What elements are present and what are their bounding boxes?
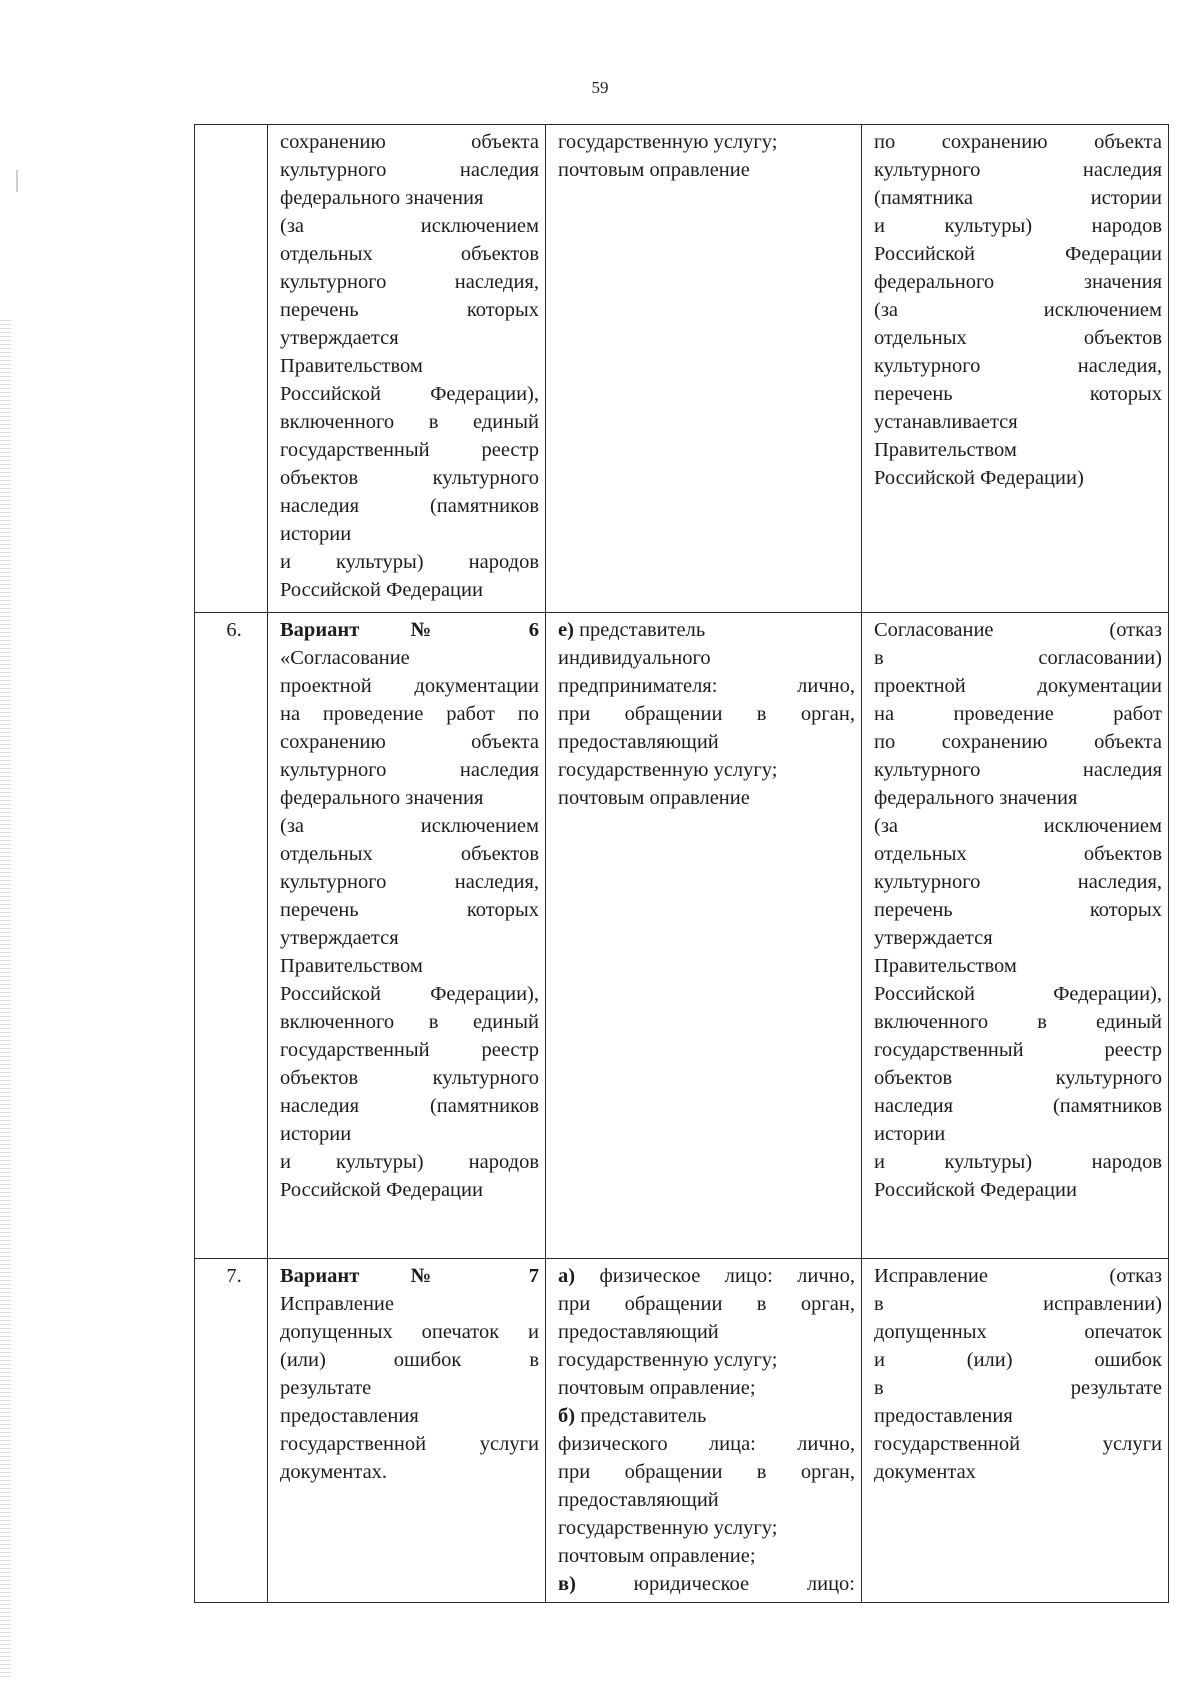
row-number-cell: [195, 125, 268, 613]
applicant-text-line: индивидуального: [558, 647, 711, 669]
result-text-line: государственный реестр: [874, 1039, 1162, 1061]
variant-text-line: перечень которых: [280, 299, 539, 321]
applicant-text-line: почтовым оправление: [558, 787, 750, 809]
result-text-line: и культуры) народов: [874, 1151, 1162, 1173]
result-text-line: (за исключением: [874, 299, 1162, 321]
result-text-line: перечень которых: [874, 383, 1162, 405]
applicant-text-line: предоставляющий: [558, 1489, 719, 1511]
page-number: 59: [591, 78, 609, 97]
result-text-line: и культуры) народов: [874, 215, 1162, 237]
result-text-line: культурного наследия: [874, 759, 1162, 781]
variant-text-line: результате: [280, 1377, 372, 1399]
variant-text-line: культурного наследия,: [280, 271, 539, 293]
result-text-line: допущенных опечаток: [874, 1321, 1162, 1343]
applicant-cell: [546, 613, 862, 1259]
result-text-line: Российской Федерации),: [874, 983, 1162, 1005]
list-letter: в): [558, 1573, 576, 1595]
applicant-text-line: государственную услугу;: [558, 1349, 778, 1371]
applicant-text-line: почтовым оправление;: [558, 1545, 756, 1567]
applicant-text-line: [558, 1402, 855, 1430]
list-letter: е): [558, 619, 574, 641]
variant-text-line: допущенных опечаток и: [280, 1321, 539, 1343]
variant-text-line: наследия (памятников: [280, 1095, 539, 1117]
variant-text-line: включенного в единый: [280, 411, 539, 433]
applicant-text-line: [558, 616, 855, 644]
result-text-line: проектной документации: [874, 675, 1162, 697]
variant-text-line: и культуры) народов: [280, 551, 539, 573]
list-letter: б): [558, 1405, 576, 1427]
row-number-cell: 7.: [195, 1259, 268, 1603]
list-text: юридическое лицо:: [575, 1573, 855, 1595]
variant-text-line: (за исключением: [280, 815, 539, 837]
applicant-text-line: почтовым оправление: [558, 159, 750, 181]
list-text: представитель: [573, 619, 706, 641]
result-text-line: истории: [874, 1123, 946, 1145]
variant-text-line: государственный реестр: [280, 1039, 539, 1061]
result-text-line: государственной услуги: [874, 1433, 1162, 1455]
applicant-text-line: почтовым оправление;: [558, 1377, 756, 1399]
variant-heading: Вариант № 6: [280, 619, 539, 641]
variant-cell: [268, 125, 546, 613]
variant-text-line: отдельных объектов: [280, 243, 539, 265]
result-text-line: Исправление (отказ: [874, 1265, 1162, 1287]
variant-text-line: наследия (памятников: [280, 495, 539, 517]
result-text-line: документах: [874, 1461, 976, 1483]
result-text-line: (за исключением: [874, 815, 1162, 837]
variant-text-line: на проведение работ по: [280, 703, 539, 725]
variant-text-line: Исправление: [280, 1293, 395, 1315]
applicant-cell: [546, 125, 862, 613]
variant-text-line: включенного в единый: [280, 1011, 539, 1033]
variant-heading: Вариант № 7: [280, 1265, 539, 1287]
variant-text-line: документах.: [280, 1461, 388, 1483]
result-text-line: отдельных объектов: [874, 327, 1162, 349]
result-text-line: Правительством: [874, 955, 1017, 977]
result-text-line: устанавливается: [874, 411, 1018, 433]
result-text-line: Российской Федерации: [874, 1179, 1077, 1201]
variant-text-line: сохранению объекта: [280, 131, 539, 153]
variant-text-line: объектов культурного: [280, 1067, 539, 1089]
result-text-line: Согласование (отказ: [874, 619, 1162, 641]
result-text-line: федерального значения: [874, 787, 1078, 809]
list-letter: а): [558, 1265, 576, 1287]
applicant-text-line: при обращении в орган,: [558, 1461, 855, 1483]
scan-edge-artifact: [0, 320, 11, 1680]
result-text-line: утверждается: [874, 927, 993, 949]
services-table: [194, 124, 1169, 1603]
result-text-line: в результате: [874, 1377, 1162, 1399]
applicant-text-line: предпринимателя: лично,: [558, 675, 855, 697]
result-text-line: в согласовании): [874, 647, 1162, 669]
list-text: физическое лицо: лично,: [575, 1265, 855, 1287]
variant-text-line: «Согласование: [280, 647, 410, 669]
result-cell: [862, 1259, 1169, 1603]
result-text-line: и (или) ошибок: [874, 1349, 1162, 1371]
variant-text-line: (за исключением: [280, 215, 539, 237]
result-cell: [862, 613, 1169, 1259]
result-cell: [862, 125, 1169, 613]
variant-text-line: перечень которых: [280, 899, 539, 921]
table-row-variant-6: [195, 613, 1169, 1259]
variant-text-line: культурного наследия,: [280, 871, 539, 893]
applicant-text-line: при обращении в орган,: [558, 1293, 855, 1315]
result-text-line: Российской Федерации): [874, 467, 1084, 489]
variant-text-line: федерального значения: [280, 787, 484, 809]
applicant-text-line: государственную услугу;: [558, 1517, 778, 1539]
result-text-line: на проведение работ: [874, 703, 1162, 725]
result-text-line: объектов культурного: [874, 1067, 1162, 1089]
applicant-text-line: при обращении в орган,: [558, 703, 855, 725]
variant-text-line: культурного наследия: [280, 159, 539, 181]
result-text-line: культурного наследия: [874, 159, 1162, 181]
list-text: представитель: [575, 1405, 707, 1427]
applicant-text-line: государственную услугу;: [558, 131, 778, 153]
variant-text-line: Правительством: [280, 355, 423, 377]
table-row-continuation: [195, 125, 1169, 613]
variant-text-line: истории: [280, 1123, 352, 1145]
result-text-line: (памятника истории: [874, 187, 1162, 209]
result-text-line: в исправлении): [874, 1293, 1162, 1315]
table-row-variant-7: [195, 1259, 1169, 1603]
result-text-line: по сохранению объекта: [874, 731, 1162, 753]
scan-artifact-mark: [16, 170, 18, 192]
variant-text-line: Российской Федерации: [280, 579, 483, 601]
result-text-line: культурного наследия,: [874, 355, 1162, 377]
variant-text-line: проектной документации: [280, 675, 539, 697]
variant-text-line: (или) ошибок в: [280, 1349, 539, 1371]
variant-text-line: утверждается: [280, 927, 399, 949]
result-text-line: Российской Федерации: [874, 243, 1162, 265]
variant-cell: [268, 613, 546, 1259]
result-text-line: предоставления: [874, 1405, 1013, 1427]
variant-text-line: сохранению объекта: [280, 731, 539, 753]
result-text-line: перечень которых: [874, 899, 1162, 921]
applicant-text-line: [558, 1570, 855, 1598]
applicant-text-line: государственную услугу;: [558, 759, 778, 781]
variant-text-line: Правительством: [280, 955, 423, 977]
row-number-cell: 6.: [195, 613, 268, 1259]
applicant-text-line: предоставляющий: [558, 1321, 719, 1343]
result-text-line: федерального значения: [874, 271, 1162, 293]
variant-text-line: предоставления: [280, 1405, 419, 1427]
applicant-cell: [546, 1259, 862, 1603]
variant-text-line: отдельных объектов: [280, 843, 539, 865]
variant-text-line: и культуры) народов: [280, 1151, 539, 1173]
variant-text-line: федерального значения: [280, 187, 484, 209]
variant-text-line: государственной услуги: [280, 1433, 539, 1455]
result-text-line: включенного в единый: [874, 1011, 1162, 1033]
variant-text-line: утверждается: [280, 327, 399, 349]
applicant-text-line: физического лица: лично,: [558, 1433, 855, 1455]
variant-text-line: объектов культурного: [280, 467, 539, 489]
variant-text-line: Российской Федерации),: [280, 383, 539, 405]
variant-text-line: государственный реестр: [280, 439, 539, 461]
variant-text-line: Российской Федерации: [280, 1179, 483, 1201]
applicant-text-line: предоставляющий: [558, 731, 719, 753]
result-text-line: Правительством: [874, 439, 1017, 461]
variant-cell: [268, 1259, 546, 1603]
applicant-text-line: [558, 1262, 855, 1290]
variant-text-line: Российской Федерации),: [280, 983, 539, 1005]
result-text-line: по сохранению объекта: [874, 131, 1162, 153]
variant-text-line: культурного наследия: [280, 759, 539, 781]
result-text-line: наследия (памятников: [874, 1095, 1162, 1117]
result-text-line: отдельных объектов: [874, 843, 1162, 865]
variant-text-line: истории: [280, 523, 352, 545]
result-text-line: культурного наследия,: [874, 871, 1162, 893]
